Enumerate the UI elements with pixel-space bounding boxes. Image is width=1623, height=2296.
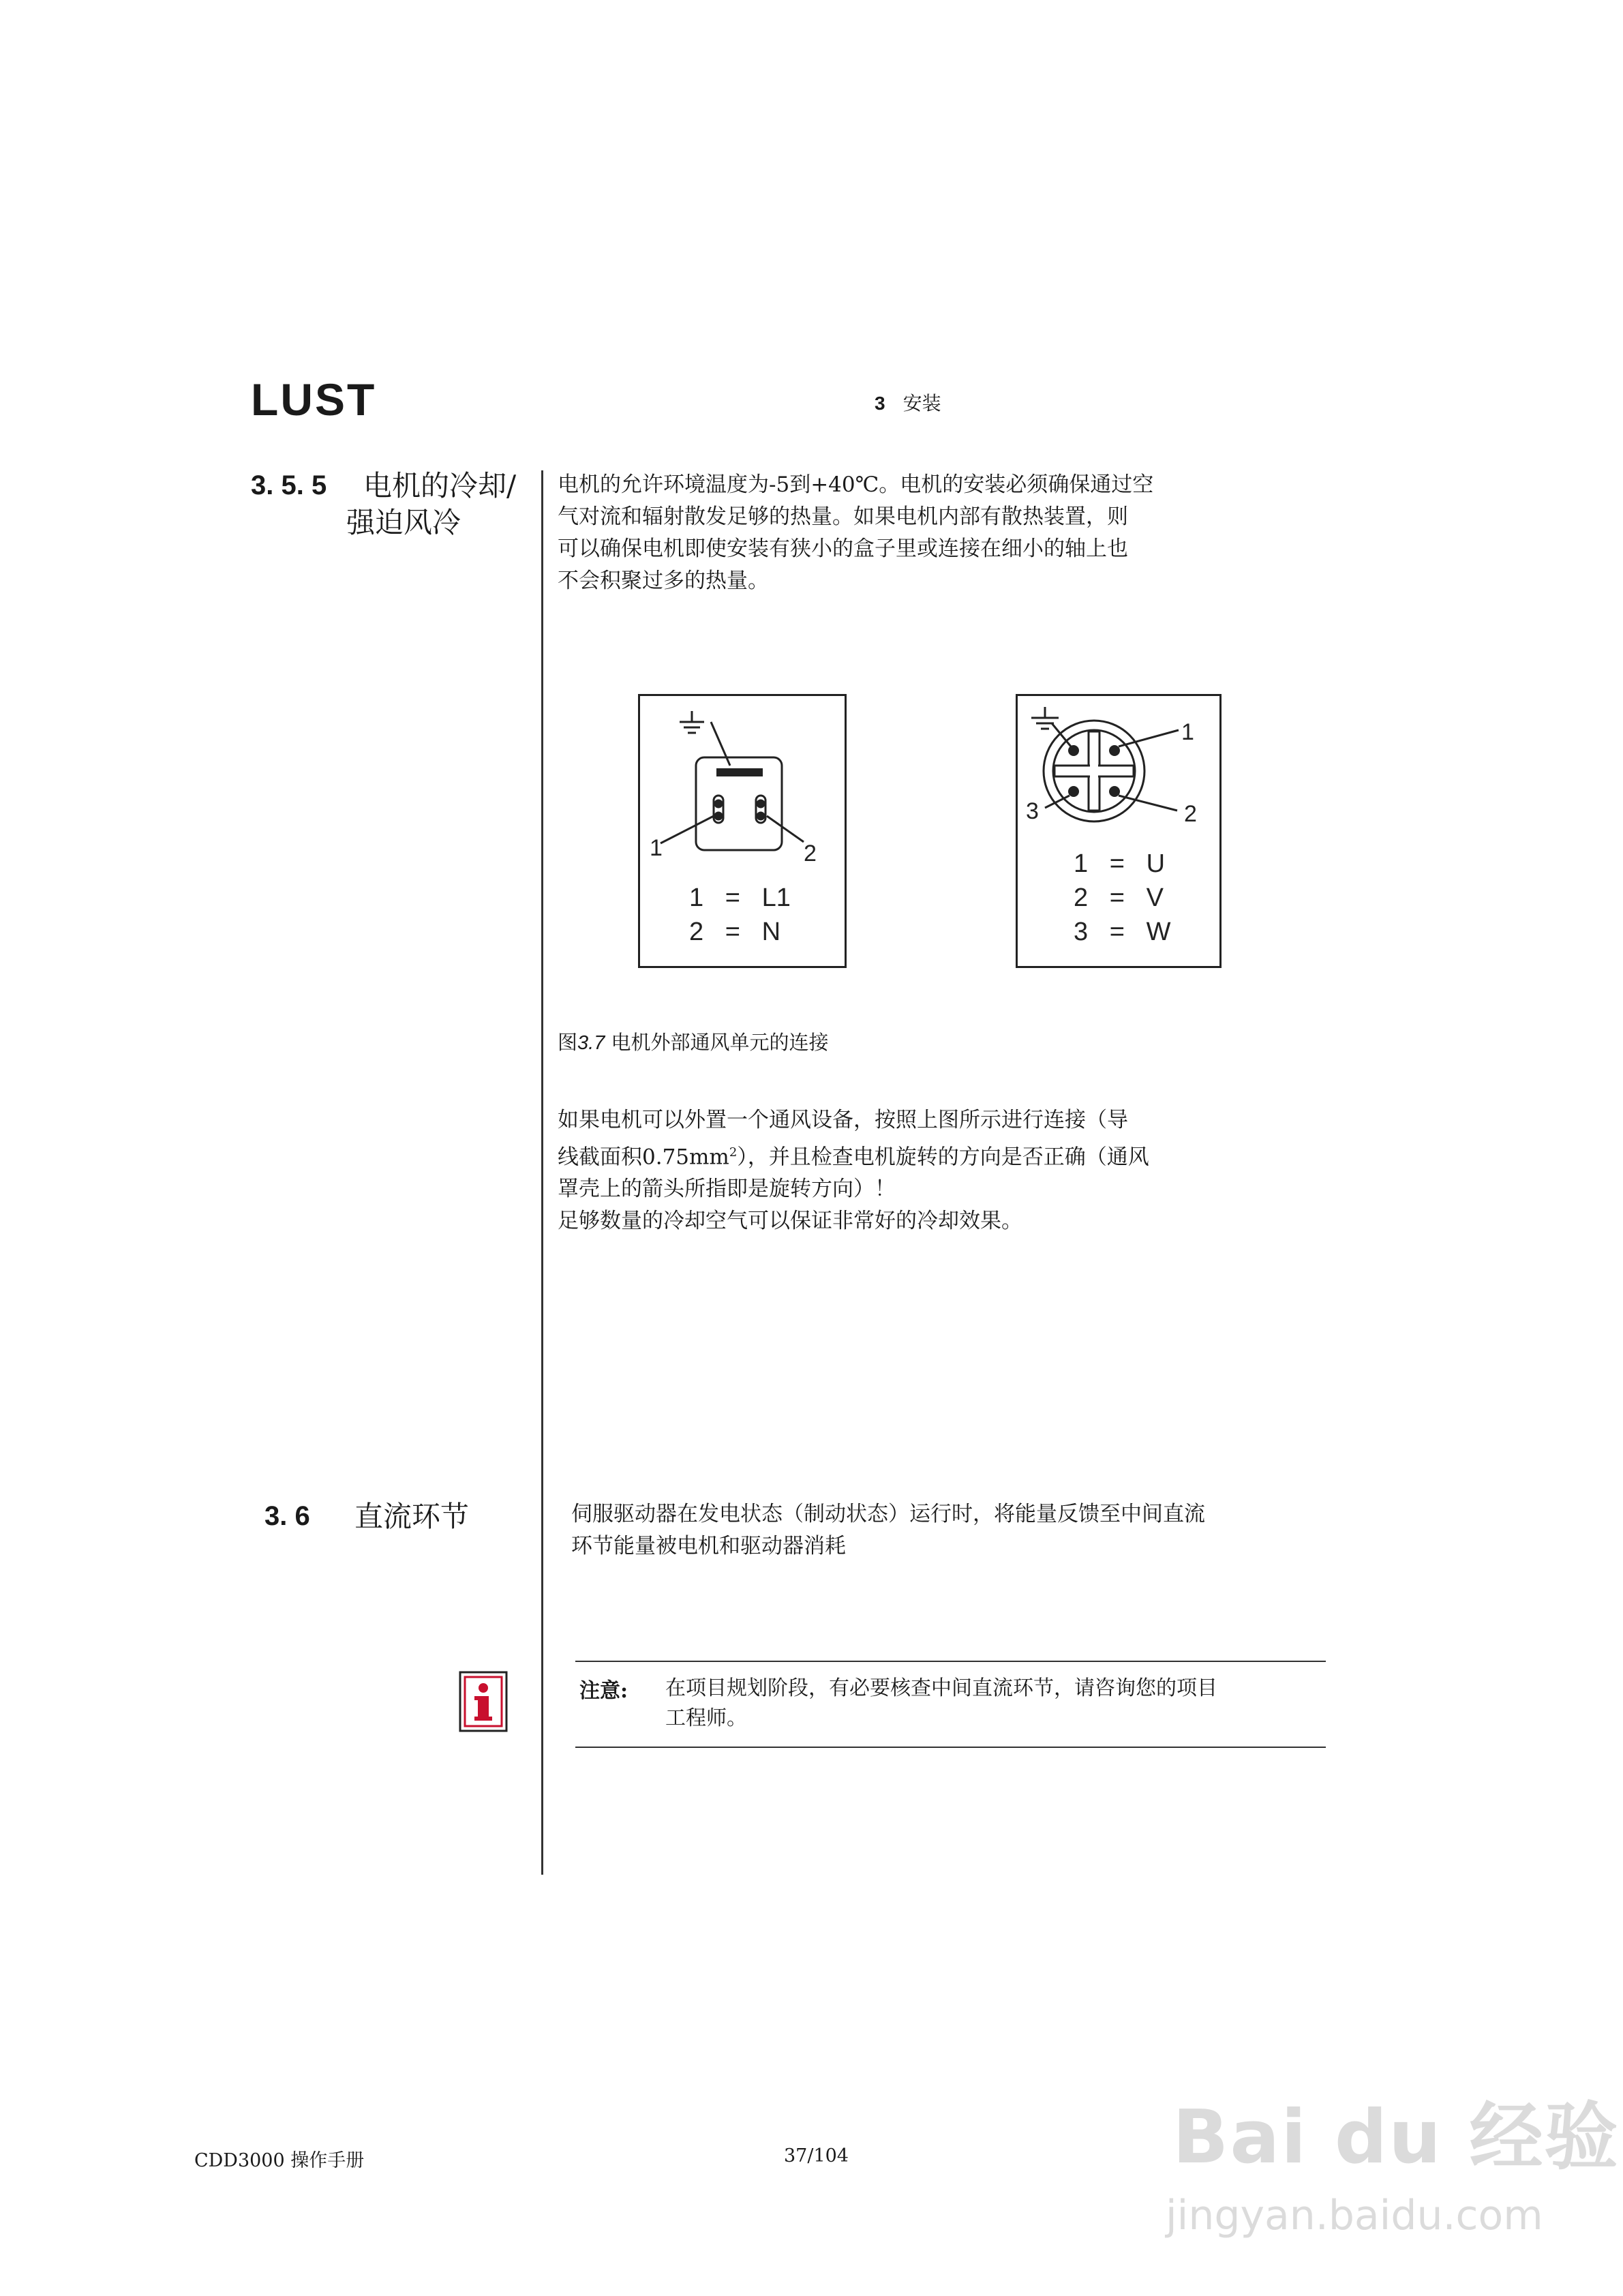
legend-line: 3 = W — [1074, 918, 1171, 946]
line-part: ），并且检查电机旋转的方向是否正确（通风 — [737, 1145, 1149, 1170]
pin-label: 3 — [1026, 798, 1039, 824]
info-icon — [458, 1670, 509, 1733]
section-title-355-line1: 电机的冷却/ — [363, 469, 517, 502]
ground-contact — [716, 768, 763, 776]
section-number-355: 3. 5. 5 — [251, 470, 327, 500]
paragraph-line: 足够数量的冷却空气可以保证非常好的冷却效果。 — [558, 1209, 1022, 1234]
legend-line: 1 = U — [1074, 849, 1166, 878]
pin-label: 2 — [1184, 801, 1197, 827]
column-divider — [541, 470, 543, 1875]
section-title-355-line2: 强迫风冷 — [346, 506, 461, 539]
pin-2-lead — [767, 816, 804, 842]
fan-connection-paragraph — [558, 1104, 1239, 1237]
watermark-url: jingyan.baidu.com — [1166, 2192, 1543, 2239]
fan-connector-diagram-three-phase — [1016, 694, 1222, 968]
watermark-brand: Bai du 经验 — [1172, 2095, 1620, 2180]
legend-line: 2 = V — [1074, 883, 1164, 912]
chapter-number: 3 — [875, 393, 885, 414]
pin-3 — [1068, 786, 1079, 797]
pin-label: 2 — [804, 841, 817, 866]
connector-drawing — [1018, 696, 1219, 966]
note-label: 注意: — [579, 1679, 628, 1703]
chapter-title: 安装 — [902, 392, 941, 414]
ground-lead — [711, 722, 730, 766]
legend-line: 1 = L1 — [689, 883, 791, 912]
note-rule-top — [575, 1661, 1326, 1662]
paragraph-line: 罩壳上的箭头所指即是旋转方向）！ — [558, 1177, 896, 1202]
paragraph-line: 气对流和辐射散发足够的热量。如果电机内部有散热装置，则 — [558, 504, 1128, 529]
pin-label: 1 — [1181, 719, 1194, 745]
pin-1 — [1109, 745, 1120, 756]
section-number-36: 3. 6 — [264, 1501, 310, 1531]
fan-connector-diagram-single-phase — [638, 694, 847, 968]
paragraph-line — [558, 1136, 1239, 1173]
note-line: 工程师。 — [665, 1706, 747, 1730]
connector-drawing — [640, 696, 845, 966]
caption-number: 3.7 — [577, 1032, 605, 1054]
pin-2 — [1109, 786, 1120, 797]
section-title-36: 直流环节 — [354, 1500, 470, 1533]
figure-caption — [558, 1027, 829, 1055]
pin-1 — [714, 796, 723, 823]
keying-fill — [1090, 733, 1098, 809]
note-text — [665, 1674, 1306, 1734]
paragraph-line: 电机的允许环境温度为-5到+40℃。电机的安装必须确保通过空 — [558, 472, 1154, 497]
company-logo: LUST — [251, 374, 377, 425]
caption-text: 电机外部通风单元的连接 — [605, 1031, 829, 1054]
note-rule-bottom — [575, 1747, 1326, 1748]
paragraph-line: 环节能量被电机和驱动器消耗 — [571, 1534, 846, 1558]
legend-line: 2 = N — [689, 918, 781, 946]
cooling-paragraph — [558, 469, 1239, 597]
footer-manual-title: CDD3000 操作手册 — [194, 2150, 365, 2171]
superscript: 2 — [729, 1145, 738, 1160]
chapter-heading — [875, 389, 941, 416]
paragraph-line: 可以确保电机即使安装有狭小的盒子里或连接在细小的轴上也 — [558, 537, 1128, 561]
pin-2 — [756, 796, 765, 823]
pin-label: 1 — [650, 835, 663, 861]
footer-page-number: 37/104 — [784, 2145, 849, 2166]
caption-prefix: 图 — [558, 1031, 578, 1054]
paragraph-line: 如果电机可以外置一个通风设备，按照上图所示进行连接（导 — [558, 1108, 1128, 1132]
note-line: 在项目规划阶段，有必要核查中间直流环节，请咨询您的项目 — [665, 1676, 1217, 1700]
ground-icon — [680, 711, 704, 733]
paragraph-line: 伺服驱动器在发电状态（制动状态）运行时，将能量反馈至中间直流 — [571, 1502, 1205, 1526]
pin-1-lead — [661, 816, 714, 843]
line-part: 线截面积0.75mm — [558, 1145, 729, 1170]
paragraph-line: 不会积聚过多的热量。 — [558, 569, 769, 593]
dc-link-paragraph — [571, 1498, 1321, 1562]
